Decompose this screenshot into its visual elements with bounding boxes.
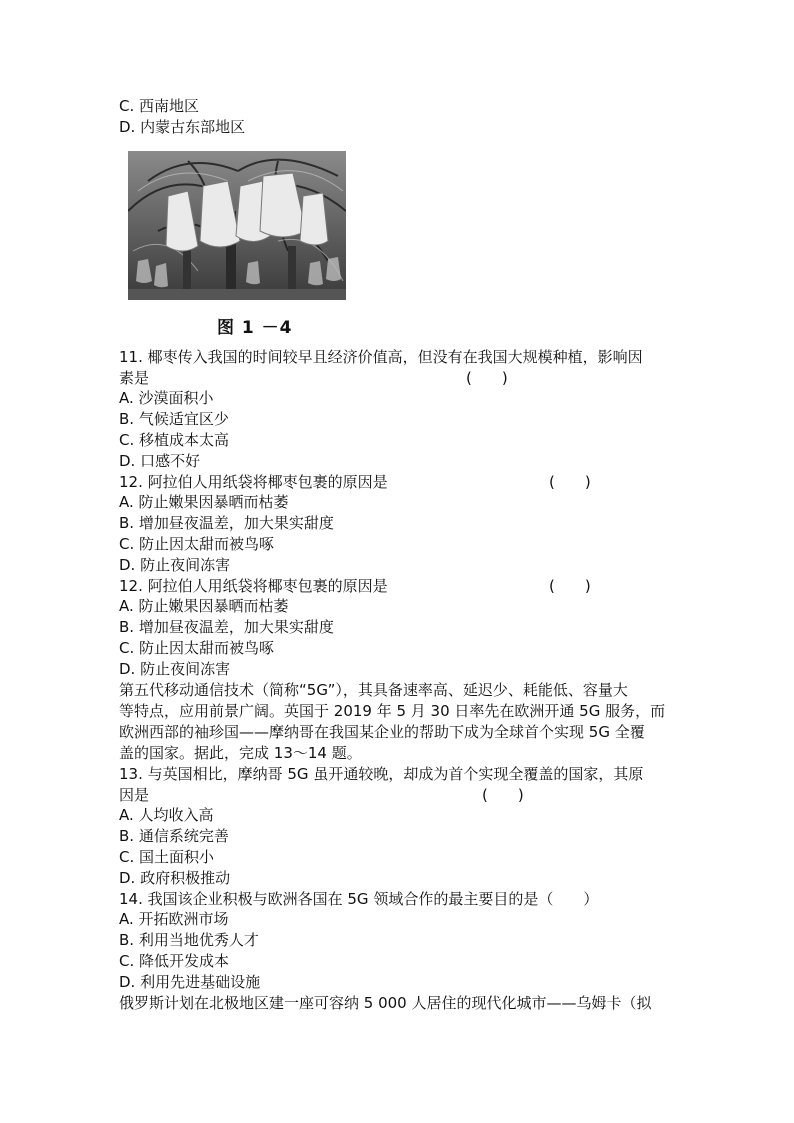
- answer-paren: ( ): [466, 369, 508, 387]
- question-11: 11. 椰枣传入我国的时间较早且经济价值高，但没有在我国大规模种植，影响因: [119, 348, 643, 366]
- option-b: B. 增加昼夜温差，加大果实甜度: [119, 514, 334, 532]
- passage-5g: 欧洲西部的袖珍国——摩纳哥在我国某企业的帮助下成为全球首个实现 5G 全覆: [119, 723, 645, 741]
- option-a: A. 开拓欧洲市场: [119, 910, 229, 928]
- passage-russia: 俄罗斯计划在北极地区建一座可容纳 5 000 人居住的现代化城市——乌姆卡（拟: [119, 994, 652, 1012]
- question-13: 13. 与英国相比，摩纳哥 5G 虽开通较晚，却成为首个实现全覆盖的国家，其原: [119, 765, 644, 783]
- option-b: B. 利用当地优秀人才: [119, 931, 259, 949]
- question-12-repeat: 12. 阿拉伯人用纸袋将椰枣包裹的原因是: [119, 577, 388, 595]
- question-12: 12. 阿拉伯人用纸袋将椰枣包裹的原因是: [119, 473, 388, 491]
- option-b: B. 通信系统完善: [119, 827, 229, 845]
- option-d: D. 防止夜间冻害: [119, 660, 231, 678]
- option-d-q10: D. 内蒙古东部地区: [119, 118, 246, 136]
- passage-5g: 盖的国家。据此，完成 13～14 题。: [119, 744, 362, 762]
- option-c: C. 降低开发成本: [119, 952, 230, 970]
- option-c: C. 防止因太甜而被鸟啄: [119, 639, 275, 657]
- answer-paren: ( ): [549, 577, 591, 595]
- option-d: D. 防止夜间冻害: [119, 556, 231, 574]
- question-11-cont: 素是: [119, 369, 150, 387]
- option-a: A. 人均收入高: [119, 806, 214, 824]
- passage-5g: 等特点，应用前景广阔。英国于 2019 年 5 月 30 日率先在欧洲开通 5G 服务，而: [119, 702, 666, 720]
- option-a: A. 沙漠面积小: [119, 389, 214, 407]
- option-a: A. 防止嫩果因暴晒而枯萎: [119, 597, 289, 615]
- figure-caption: 图 1 －4: [217, 318, 293, 338]
- option-d: D. 口感不好: [119, 452, 201, 470]
- option-c: C. 移植成本太高: [119, 431, 230, 449]
- option-b: B. 增加昼夜温差，加大果实甜度: [119, 618, 334, 636]
- option-d: D. 政府积极推动: [119, 869, 231, 887]
- question-13-cont: 因是: [119, 786, 150, 804]
- answer-paren: ( ): [482, 786, 524, 804]
- question-14: 14. 我国该企业积极与欧洲各国在 5G 领域合作的最主要目的是（ ）: [119, 890, 599, 908]
- passage-5g: 第五代移动通信技术（简称“5G”），其具备速率高、延迟少、耗能低、容量大: [119, 681, 628, 699]
- option-c: C. 国土面积小: [119, 848, 215, 866]
- option-b: B. 气候适宜区少: [119, 410, 229, 428]
- option-c-q10: C. 西南地区: [119, 97, 200, 115]
- date-palm-photo: [128, 151, 346, 300]
- answer-paren: ( ): [549, 473, 591, 491]
- option-a: A. 防止嫩果因暴晒而枯萎: [119, 493, 289, 511]
- option-c: C. 防止因太甜而被鸟啄: [119, 535, 275, 553]
- option-d: D. 利用先进基础设施: [119, 973, 261, 991]
